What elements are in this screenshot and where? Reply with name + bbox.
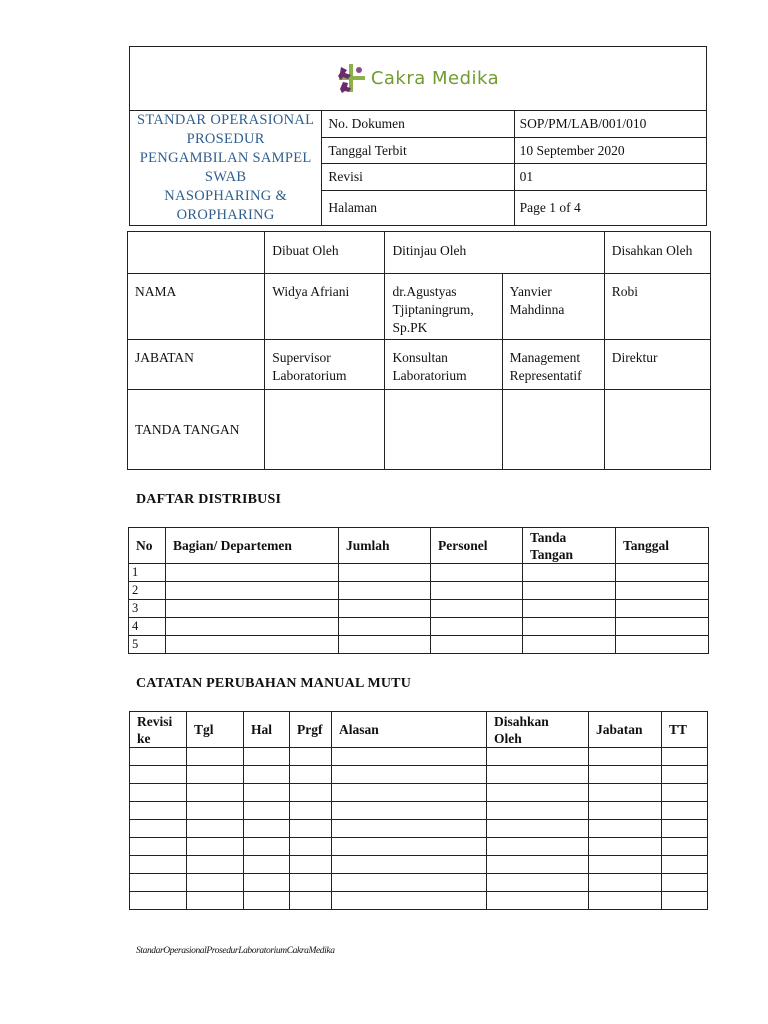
dist-col-date: Tanggal [616, 528, 709, 564]
approval-header-approved: Disahkan Oleh [604, 232, 710, 274]
empty-cell [332, 766, 487, 784]
cakra-medika-logo-icon [337, 62, 367, 94]
empty-cell [487, 766, 589, 784]
table-row [130, 784, 708, 802]
empty-cell [589, 874, 662, 892]
empty-cell [332, 802, 487, 820]
empty-cell [332, 892, 487, 910]
position-row-label: JABATAN [128, 340, 265, 390]
signature-row-label: TANDA TANGAN [128, 390, 265, 470]
empty-cell [290, 766, 332, 784]
empty-cell [290, 820, 332, 838]
dist-col-person: Personel [431, 528, 523, 564]
changes-title: CATATAN PERUBAHAN MANUAL MUTU [136, 676, 412, 691]
empty-cell [290, 748, 332, 766]
position-reviewer-1-line: Laboratorium [392, 368, 467, 383]
empty-cell [130, 856, 187, 874]
name-reviewer-1-line: Sp.PK [392, 320, 428, 335]
position-reviewer-2-line: Management [509, 350, 581, 365]
signature-made [265, 390, 385, 470]
dist-row-no: 5 [129, 636, 166, 654]
sop-title [130, 111, 322, 226]
table-row [130, 748, 708, 766]
empty-cell [290, 892, 332, 910]
empty-cell [130, 874, 187, 892]
empty-cell [487, 892, 589, 910]
empty-cell [487, 784, 589, 802]
empty-cell [130, 784, 187, 802]
empty-cell [662, 874, 708, 892]
meta-value-revision: 01 [514, 164, 706, 191]
empty-cell [662, 856, 708, 874]
dist-col-dept: Bagian/ Departemen [166, 528, 339, 564]
empty-cell [187, 784, 244, 802]
empty-cell [290, 784, 332, 802]
name-reviewer-1-line: dr.Agustyas [392, 284, 457, 299]
position-reviewer-1-line: Konsultan [392, 350, 448, 365]
change-log-table [129, 711, 708, 910]
empty-cell [130, 820, 187, 838]
meta-label-page: Halaman [322, 191, 514, 226]
table-row [129, 582, 709, 600]
empty-cell [130, 802, 187, 820]
chg-col-position: Jabatan [589, 712, 662, 748]
position-made-line: Laboratorium [272, 368, 347, 383]
chg-col-revision-line: Revisi [137, 713, 173, 729]
approval-table [127, 231, 711, 470]
empty-cell [589, 766, 662, 784]
chg-col-revision [130, 712, 187, 748]
empty-cell [589, 784, 662, 802]
name-approved: Robi [604, 274, 710, 340]
dist-col-sign-line: Tangan [530, 546, 574, 562]
empty-cell [187, 838, 244, 856]
empty-cell [589, 748, 662, 766]
empty-cell [589, 892, 662, 910]
signature-reviewer-2 [502, 390, 604, 470]
empty-cell [487, 802, 589, 820]
name-row-label: NAMA [128, 274, 265, 340]
name-reviewer-1 [385, 274, 502, 340]
table-row [129, 600, 709, 618]
chg-col-approved-line: Disahkan [494, 713, 549, 729]
title-line-1: STANDAR OPERASIONAL PROSEDUR [136, 112, 315, 147]
position-reviewer-2 [502, 340, 604, 390]
meta-value-issue-date: 10 September 2020 [514, 137, 706, 164]
position-made-line: Supervisor [272, 350, 331, 365]
distribution-title: DAFTAR DISTRIBUSI [136, 492, 282, 507]
meta-label-revision: Revisi [322, 164, 514, 191]
table-row [130, 802, 708, 820]
dist-col-no: No [129, 528, 166, 564]
empty-cell [290, 838, 332, 856]
empty-cell [244, 802, 290, 820]
table-row [130, 892, 708, 910]
signature-reviewer-1 [385, 390, 502, 470]
empty-cell [332, 784, 487, 802]
empty-cell [662, 838, 708, 856]
empty-cell [487, 874, 589, 892]
dist-row-no: 4 [129, 618, 166, 636]
empty-cell [130, 892, 187, 910]
empty-cell [290, 874, 332, 892]
empty-cell [244, 892, 290, 910]
dist-row-no: 3 [129, 600, 166, 618]
chg-col-approved-line: Oleh [494, 730, 522, 746]
signature-approved [604, 390, 710, 470]
empty-cell [487, 856, 589, 874]
empty-cell [662, 802, 708, 820]
empty-cell [130, 766, 187, 784]
title-line-2: PENGAMBILAN SAMPEL SWAB [139, 150, 312, 185]
empty-cell [187, 820, 244, 838]
chg-col-reason: Alasan [332, 712, 487, 748]
meta-value-doc-no: SOP/PM/LAB/001/010 [514, 111, 706, 138]
table-row [129, 618, 709, 636]
meta-label-doc-no: No. Dokumen [322, 111, 514, 138]
empty-cell [290, 802, 332, 820]
table-row [129, 636, 709, 654]
chg-col-paragraph: Prgf [290, 712, 332, 748]
empty-cell [662, 766, 708, 784]
chg-col-approved [487, 712, 589, 748]
empty-cell [589, 802, 662, 820]
chg-col-revision-line: ke [137, 730, 151, 746]
empty-cell [130, 748, 187, 766]
empty-cell [487, 838, 589, 856]
table-row [130, 766, 708, 784]
dist-row-no: 1 [129, 564, 166, 582]
position-reviewer-1 [385, 340, 502, 390]
table-row [130, 838, 708, 856]
empty-cell [187, 856, 244, 874]
table-row [129, 564, 709, 582]
document-header [129, 46, 707, 226]
company-logo [337, 62, 499, 94]
empty-cell [290, 856, 332, 874]
empty-cell [332, 856, 487, 874]
chg-col-tt: TT [662, 712, 708, 748]
dist-col-sign-line: Tanda [530, 529, 567, 545]
title-line-3: NASOPHARING & OROPHARING [164, 188, 288, 223]
empty-cell [589, 820, 662, 838]
empty-cell [662, 748, 708, 766]
logo-cell [130, 47, 707, 111]
empty-cell [187, 892, 244, 910]
dist-col-sign [523, 528, 616, 564]
name-reviewer-2 [502, 274, 604, 340]
empty-cell [130, 838, 187, 856]
empty-cell [187, 766, 244, 784]
empty-cell [589, 856, 662, 874]
empty-cell [589, 838, 662, 856]
empty-cell [244, 874, 290, 892]
empty-cell [244, 766, 290, 784]
empty-cell [187, 874, 244, 892]
position-approved: Direktur [604, 340, 710, 390]
empty-cell [244, 748, 290, 766]
position-made [265, 340, 385, 390]
table-row [130, 856, 708, 874]
empty-cell [662, 892, 708, 910]
position-reviewer-2-line: Representatif [509, 368, 582, 383]
distribution-table [128, 527, 709, 654]
chg-col-page: Hal [244, 712, 290, 748]
empty-cell [332, 748, 487, 766]
page-footer: StandarOperasionalProsedurLaboratoriumCakraMedika [136, 946, 335, 956]
empty-cell [662, 784, 708, 802]
empty-cell [332, 874, 487, 892]
empty-cell [187, 802, 244, 820]
empty-cell [487, 820, 589, 838]
empty-cell [332, 820, 487, 838]
table-row [130, 820, 708, 838]
empty-cell [244, 838, 290, 856]
empty-cell [332, 838, 487, 856]
empty-cell [244, 820, 290, 838]
name-reviewer-2-line: Mahdinna [509, 302, 565, 317]
dist-row-no: 2 [129, 582, 166, 600]
name-reviewer-2-line: Yanvier [509, 284, 552, 299]
empty-cell [187, 748, 244, 766]
table-row [130, 874, 708, 892]
meta-label-issue-date: Tanggal Terbit [322, 137, 514, 164]
empty-cell [244, 856, 290, 874]
chg-col-date: Tgl [187, 712, 244, 748]
approval-corner-cell [128, 232, 265, 274]
meta-value-page: Page 1 of 4 [514, 191, 706, 226]
empty-cell [244, 784, 290, 802]
name-made: Widya Afriani [265, 274, 385, 340]
dist-col-qty: Jumlah [339, 528, 431, 564]
empty-cell [487, 748, 589, 766]
approval-header-reviewed: Ditinjau Oleh [385, 232, 604, 274]
empty-cell [662, 820, 708, 838]
name-reviewer-1-line: Tjiptaningrum, [392, 302, 474, 317]
logo-text: Cakra Medika [370, 67, 500, 89]
approval-header-made: Dibuat Oleh [265, 232, 385, 274]
